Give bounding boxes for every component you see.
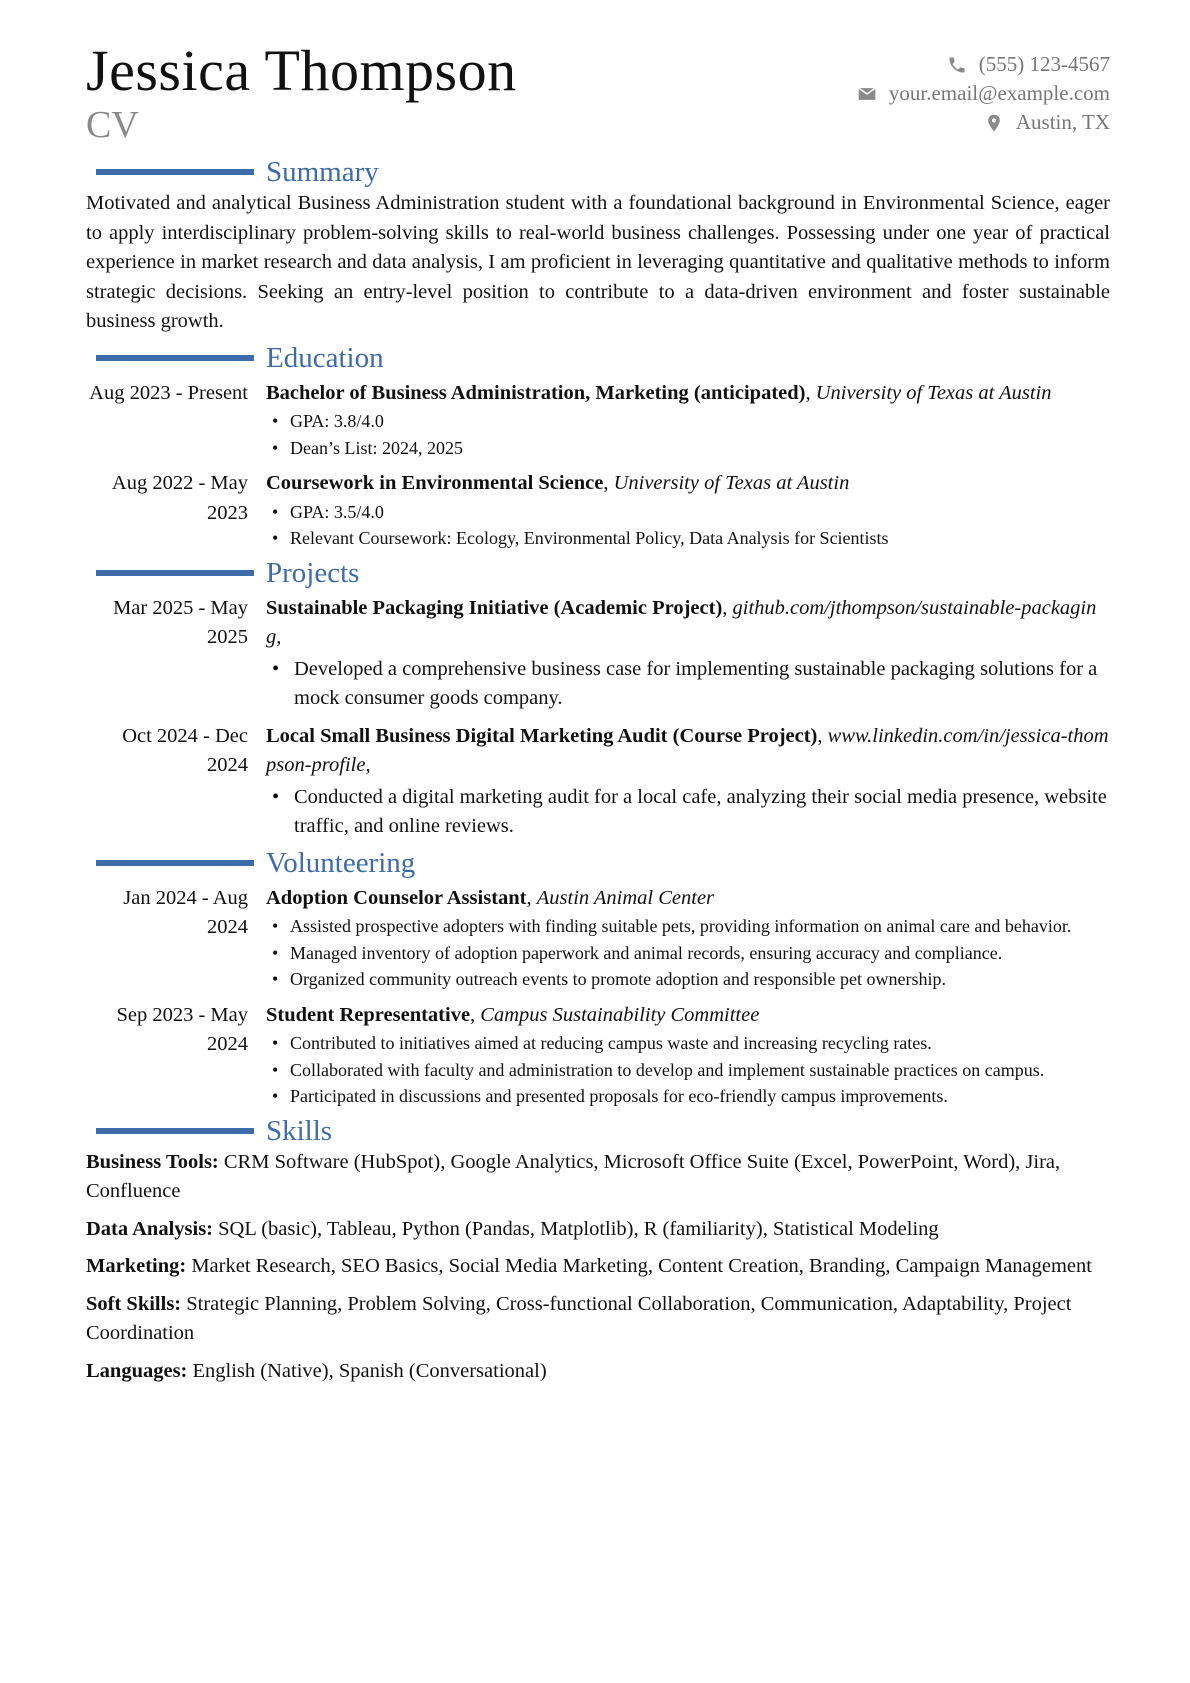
list-item: • Conducted a digital marketing audit for a local cafe, analyzing their social media presence, website traffic, and online reviews. [294,783,1110,842]
document-subtitle: CV [86,104,139,146]
list-item: • Contributed to initiatives aimed at reducing campus waste and increasing recycling rates. [290,1030,1110,1057]
volunteering-entry [86,1001,1110,1110]
skill-value: SQL (basic), Tableau, Python (Pandas, Matplotlib), R (familiarity), Statistical Modeling [218,1217,939,1240]
volunteering-entry [86,884,1110,993]
skill-label: Languages: [86,1359,188,1382]
list-item: • Collaborated with faculty and administration to develop and implement sustainable practices on campus. [290,1057,1110,1084]
list-item: • Assisted prospective adopters with finding suitable pets, providing information on animal care and behavior. [290,913,1110,940]
project-entry [86,722,1110,842]
entry-date: Aug 2023 - Present [89,381,248,404]
skill-label: Business Tools: [86,1150,219,1173]
section-title: Education [266,341,384,374]
entry-title: Coursework in Environmental Science, University of Texas at Austin [266,472,850,494]
entry-date: Jan 2024 - Aug 2024 [123,886,248,938]
entry-title: Bachelor of Business Administration, Marketing (anticipated), University of Texas at Austin [266,381,1052,404]
project-link[interactable]: www.linkedin.com/in/jessica-thompson-profile [266,724,1109,776]
contact-phone [857,50,1110,79]
skill-line [86,1215,1110,1245]
summary-text: Motivated and analytical Business Administration student with a foundational background in Environmental Science, eager to apply interdisciplinary problem-solving skills to real-world business challenges. Possessing under one year of practical experience in market research and data analysis, I am proficient in leveraging quantitative and qualitative methods to inform strategic decisions. Seeking an entry-level position to contribute to a data-driven environment and foster sustainable business growth. [86,192,1110,332]
section-title: Skills [266,1114,333,1147]
resume-header [86,40,1110,155]
skill-line [86,1357,1110,1387]
section-bar [96,570,254,576]
contact-email [857,79,1110,108]
contact-info [857,50,1110,137]
entry-bullets [266,499,1110,552]
section-bar [96,355,254,361]
project-title: Local Small Business Digital Marketing Audit (Course Project) [266,724,818,747]
list-item: • Developed a comprehensive business case for implementing sustainable packaging solutions for a mock consumer goods company. [294,655,1110,714]
skill-line [86,1148,1110,1207]
institution: University of Texas at Austin [613,472,850,494]
degree-title: Bachelor of Business Administration, Marketing (anticipated) [266,381,806,404]
entry-title: Student Representative, Campus Sustainability Committee [266,1003,760,1026]
project-link[interactable]: github.com/jthompson/sustainable-packaging [266,596,1097,648]
section-bar [96,169,254,175]
skill-value: CRM Software (HubSpot), Google Analytics, Microsoft Office Suite (Excel, PowerPoint, Word), Jira, Confluence [86,1150,1061,1202]
organization: Austin Animal Center [536,886,715,909]
list-item: • Dean’s List: 2024, 2025 [290,435,1110,462]
list-item: • Participated in discussions and presented proposals for eco-friendly campus improvements. [290,1083,1110,1110]
entry-bullets [266,913,1110,993]
role-title: Student Representative [266,1003,471,1026]
entry-bullets [266,1030,1110,1110]
entry-date: Oct 2024 - Dec 2024 [122,724,248,776]
entry-title: Adoption Counselor Assistant, Austin Animal Center [266,886,715,909]
entry-date: Aug 2022 - May 2023 [111,472,248,524]
section-title: Volunteering [266,846,416,879]
envelope-icon [857,84,877,104]
education-entry [86,469,1110,552]
section-title: Projects [266,556,360,589]
entry-bullets [266,655,1110,714]
email-address[interactable]: your.email@example.com [888,81,1110,105]
list-item: • GPA: 3.5/4.0 [290,499,1110,526]
skill-line [86,1252,1110,1282]
project-entry [86,594,1110,714]
phone-number: (555) 123-4567 [978,52,1110,76]
skill-label: Soft Skills: [86,1292,182,1315]
section-heading-volunteering [96,846,1110,880]
entry-date: Mar 2025 - May 2025 [113,596,248,648]
skill-value: Strategic Planning, Problem Solving, Cross-functional Collaboration, Communication, Adaptability, Project Coordination [86,1292,1072,1344]
entry-bullets [266,783,1110,842]
resume-page [86,40,1110,1394]
list-item: • Relevant Coursework: Ecology, Environmental Policy, Data Analysis for Scientists [290,525,1110,552]
degree-title: Coursework in Environmental Science [266,472,604,494]
entry-bullets [266,408,1110,461]
education-entry [86,379,1110,462]
candidate-name: Jessica Thompson [86,38,517,103]
skill-label: Marketing: [86,1255,187,1277]
section-bar [96,1128,254,1134]
skill-line [86,1290,1110,1349]
list-item: • Organized community outreach events to promote adoption and responsible pet ownership. [290,966,1110,993]
institution: University of Texas at Austin [815,381,1052,404]
phone-icon [947,55,967,75]
entry-title: Sustainable Packaging Initiative (Academic Project), github.com/jthompson/sustainable-packaging, [266,596,1097,648]
section-heading-education [96,341,1110,375]
section-heading-summary [96,155,1110,189]
contact-location [857,108,1110,137]
list-item: • Managed inventory of adoption paperwork and animal records, ensuring accuracy and compliance. [290,940,1110,967]
section-bar [96,860,254,866]
skill-value: English (Native), Spanish (Conversational) [192,1359,547,1382]
location-text: Austin, TX [1015,110,1110,134]
list-item: • GPA: 3.8/4.0 [290,408,1110,435]
organization: Campus Sustainability Committee [480,1003,760,1026]
map-pin-icon [984,113,1004,133]
section-heading-skills [96,1114,1110,1148]
section-title: Summary [266,156,379,188]
entry-date: Sep 2023 - May 2024 [116,1003,248,1055]
entry-title: Local Small Business Digital Marketing Audit (Course Project), www.linkedin.com/in/jessica-thompson-profile, [266,724,1109,776]
role-title: Adoption Counselor Assistant [266,886,527,909]
section-heading-projects [96,556,1110,590]
project-title: Sustainable Packaging Initiative (Academic Project) [266,596,723,619]
skill-value: Market Research, SEO Basics, Social Media Marketing, Content Creation, Branding, Campaign Management [191,1255,1092,1277]
skill-label: Data Analysis: [86,1217,214,1240]
